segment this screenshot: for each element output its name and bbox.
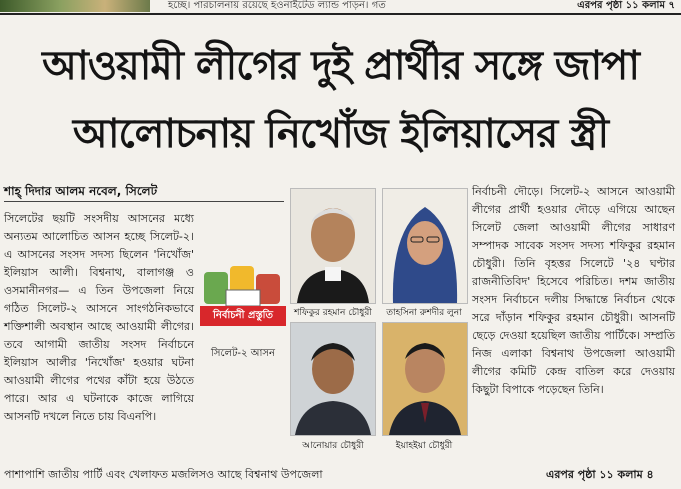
- portrait-image: [383, 189, 467, 303]
- photo-shafiqur: [290, 188, 376, 304]
- portrait-image: [383, 323, 467, 435]
- election-prep-banner: নির্বাচনী প্রস্তুতি: [200, 306, 286, 326]
- portrait-image: [291, 323, 375, 435]
- caption-photo-2: তাহসিনা রুশদীর লুনা: [386, 308, 462, 318]
- byline: শাহ্ দিদার আলম নবেল, সিলেট: [4, 184, 158, 198]
- footer-line: পাশাপাশি জাতীয় পার্টি এবং খেলাফত মজলিসও আছে বিশ্বনাথ উপজেলা: [4, 468, 323, 481]
- photo-tahsina: [382, 188, 468, 304]
- caption-photo-1: শফিকুর রহমান চৌধুরী: [294, 308, 372, 318]
- headline-line-1: আওয়ামী লীগের দুই প্রার্থীর সঙ্গে জাপা: [42, 43, 639, 89]
- caption-photo-3: আনোয়ার চৌধুরী: [302, 441, 364, 451]
- footer-continued: এরপর পৃষ্ঠা ১১ কলাম ৪: [546, 468, 654, 481]
- constituency-tag: সিলেট-২ আসন: [211, 348, 275, 359]
- caption-photo-4: ইয়াহইয়া চৌধুরী: [395, 441, 453, 451]
- previous-story-continued: এরপর পৃষ্ঠা ১১ কলাম ৭: [577, 0, 675, 11]
- top-strip: [0, 0, 681, 18]
- top-divider: [0, 13, 681, 15]
- photo-anwar: [290, 322, 376, 436]
- column-1-text: সিলেটের ছয়টি সংসদীয় আসনের মধ্যে অন্যতম আলোচিত আসন হচ্ছে সিলেট-২। এ আসনের সংসদ সদস্য ছিলেন 'নিখোঁজ' ইলিয়াস আলী। বিশ্বনাথ, বালাগঞ্জ ও ওসমানীনগর— এ তিন উপজেলা নিয়ে গঠিত সিলেট-২ আসনে সাংগঠনিকভাবে শক্তিশালী অবস্থান আছে আওয়ামী লীগের। তবে আগামী জাতীয় সংসদ নির্বাচনে ইলিয়াস আলীর 'নিখোঁজ' হওয়ার ঘটনা আওয়ামী লীগের পথের কাঁটা হয়ে উঠতে পারে। আর এ ঘটনাকে কাজে লাগিয়ে আসনটি দখলে নিতে চায় বিএনপি।: [4, 212, 194, 423]
- previous-story-snippet: হচ্ছে। পারচালনায় রয়েছে হওনাইটেড ল্যান্ড পাড়ন। গত: [168, 0, 386, 11]
- headline-line-2: আলোচনায় নিখোঁজ ইলিয়াসের স্ত্রী: [72, 111, 609, 157]
- photo-yahya: [382, 322, 468, 436]
- column-2-text: নির্বাচনী দৌড়ে। সিলেট-২ আসনে আওয়ামী লীগের প্রার্থী হওয়ার দৌড়ে এগিয়ে আছেন সিলেট জেলা আওয়ামী লীগের সাধারণ সম্পাদক সাবেক সংসদ সদস্য শফিকুর রহমান চৌধুরী। তিনি বৃহত্তর সিলেটে '২৪ ঘণ্টার রাজনীতিবিদ' হিসেবে পরিচিত। দশম জাতীয় সংসদ নির্বাচনে দলীয় সিদ্ধান্তে নির্বাচন থেকে সরে দাঁড়ান শফিকুর রহমান চৌধুরী। আসনটি ছেড়ে দেওয়া হয়েছিল জাতীয় পার্টিকে। সম্প্রতি নিজ এলাকা বিশ্বনাথ উপজেলা আওয়ামী লীগের কমিটি কেন্দ্র বাতিল করে দেওয়ায় কিছুটা বিপাকে পড়েছেন তিনি।: [472, 185, 675, 396]
- byline-rule: [4, 201, 284, 202]
- article-column-2: [472, 183, 675, 399]
- portrait-image: [291, 189, 375, 303]
- election-prep-logo: [200, 262, 286, 364]
- previous-story-thumbnail: [0, 0, 150, 12]
